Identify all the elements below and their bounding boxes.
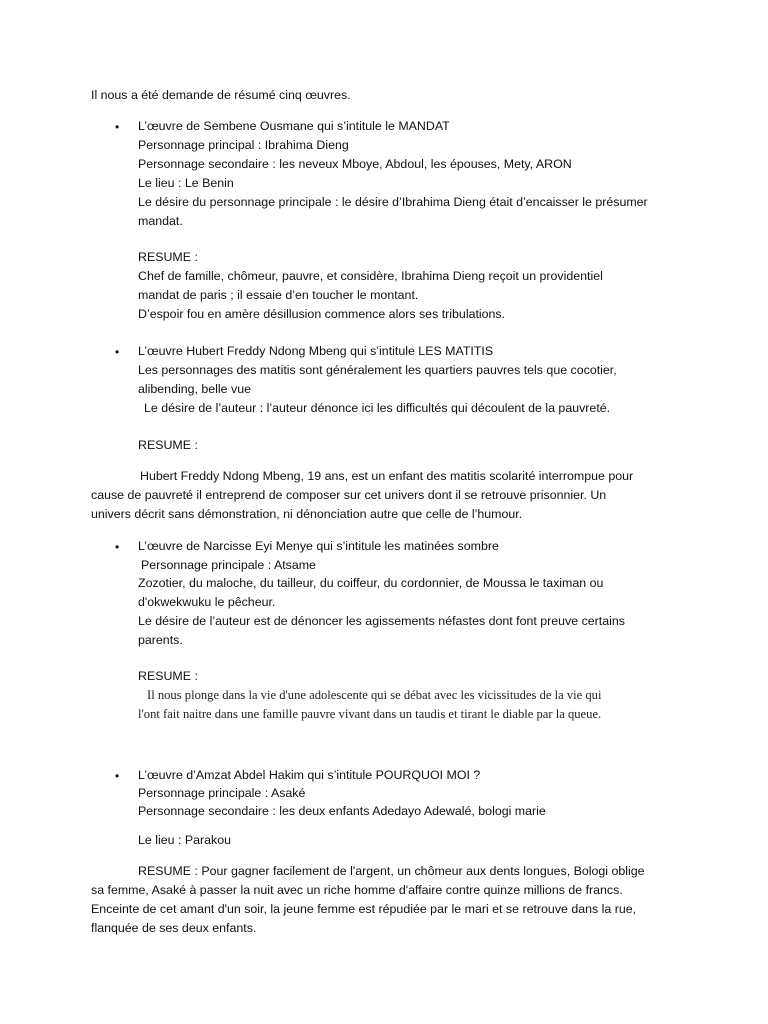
section3-desire-line1: Le désire de l’auteur est de dénoncer les agissements néfastes dont font preuve certains	[138, 614, 625, 628]
section2-resume-line3: univers décrit sans démonstration, ni dénonciation autre que celle de l’humour.	[91, 507, 523, 521]
section4-resume-line2: sa femme, Asaké à passer la nuit avec un riche homme d'affaire contre quinze millions de francs.	[91, 883, 623, 897]
section3-resume-line1: Il nous plonge dans la vie d'une adolescente qui se débat avec les vicissitudes de la vie qui	[147, 688, 602, 702]
section1-place: Le lieu : Le Benin	[138, 176, 234, 190]
section4-title: L’œuvre d’Amzat Abdel Hakim qui s’intitule POURQUOI MOI ?	[138, 768, 481, 782]
section3-title: L’œuvre de Narcisse Eyi Menye qui s’intitule les matinées sombre	[138, 539, 499, 553]
section4-main-character: Personnage principale : Asaké	[138, 786, 306, 800]
intro-text: Il nous a été demande de résumé cinq œuvres.	[91, 88, 351, 102]
section2-characters-line1: Les personnages des matitis sont généralement les quartiers pauvres tels que cocotier,	[138, 363, 617, 377]
section2-resume-line2: cause de pauvreté il entreprend de composer sur cet univers dont il se retrouve prisonnier. Un	[91, 488, 607, 502]
section4-secondary-characters: Personnage secondaire : les deux enfants Adedayo Adewalé, bologi marie	[138, 804, 546, 818]
section4-resume-line3: Enceinte de cet amant d'un soir, la jeune femme est répudiée par le mari et se retrouve dans la rue,	[91, 902, 637, 916]
section3-characters-line2: d'okwekwuku le pêcheur.	[138, 595, 276, 609]
section3-desire-line2: parents.	[138, 633, 183, 647]
bullet-marker: •	[115, 120, 120, 134]
section1-main-character: Personnage principal : Ibrahima Dieng	[138, 138, 349, 152]
section1-resume-line2: mandat de paris ; il essaie d’en toucher le montant.	[138, 288, 419, 302]
section2-resume-label: RESUME :	[138, 438, 198, 452]
section4-place: Le lieu : Parakou	[138, 833, 231, 847]
bullet-marker: •	[115, 769, 120, 783]
section2-title: L’œuvre Hubert Freddy Ndong Mbeng qui s’intitule LES MATITIS	[138, 344, 494, 358]
bullet-marker: •	[115, 345, 120, 359]
section1-resume-line1: Chef de famille, chômeur, pauvre, et considère, Ibrahima Dieng reçoit un providentiel	[138, 269, 603, 283]
section1-resume-label: RESUME :	[138, 250, 198, 264]
section2-resume-line1: Hubert Freddy Ndong Mbeng, 19 ans, est un enfant des matitis scolarité interrompue pour	[140, 469, 634, 483]
section1-desire-line2: mandat.	[138, 214, 183, 228]
section3-resume-line2: l'ont fait naitre dans une famille pauvre vivant dans un taudis et tirant le diable par la queue.	[138, 707, 602, 721]
section4-resume-line1: RESUME : Pour gagner facilement de l'argent, un chômeur aux dents longues, Bologi oblige	[138, 864, 645, 878]
section3-characters-line1: Zozotier, du maloche, du tailleur, du coiffeur, du cordonnier, de Moussa le taximan ou	[138, 576, 604, 590]
bullet-marker: •	[115, 540, 120, 554]
section1-title: L’œuvre de Sembene Ousmane qui s’intitule le MANDAT	[138, 119, 450, 133]
section1-desire-line1: Le désire du personnage principale : le désire d’Ibrahima Dieng était d’encaisser le présumer	[138, 195, 648, 209]
section1-resume-line3: D’espoir fou en amère désillusion commence alors ses tribulations.	[138, 307, 506, 321]
section3-resume-label: RESUME :	[138, 669, 198, 683]
section3-main-character: Personnage principale : Atsame	[141, 558, 316, 572]
section2-characters-line2: alibending, belle vue	[138, 382, 251, 396]
section1-secondary-characters: Personnage secondaire : les neveux Mboye, Abdoul, les épouses, Mety, ARON	[138, 157, 572, 171]
section2-desire: Le désire de l’auteur : l’auteur dénonce ici les difficultés qui découlent de la pauvreté.	[144, 401, 611, 415]
section4-resume-line4: flanquée de ses deux enfants.	[91, 921, 257, 935]
